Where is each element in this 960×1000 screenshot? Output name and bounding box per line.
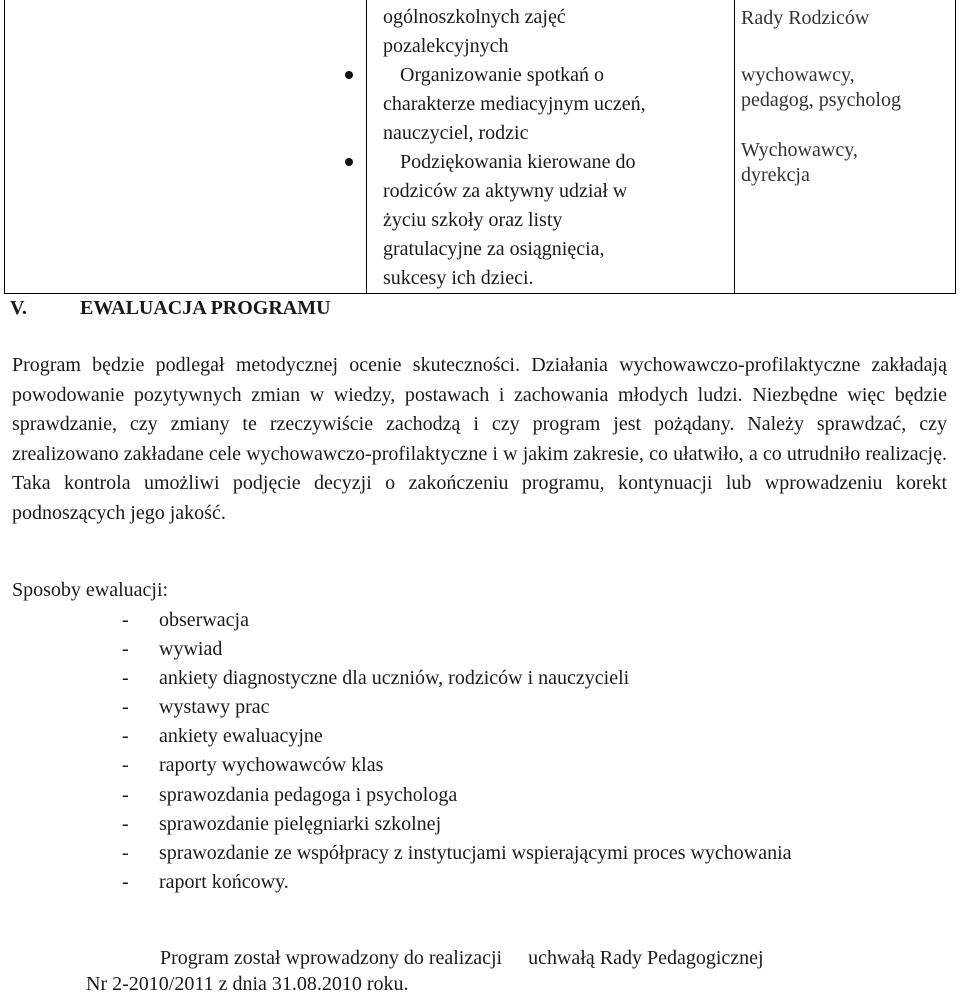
table-cell-line: nauczyciel, rodzic: [383, 122, 529, 144]
table-cell-line: rodziców za aktywny udział w: [383, 180, 628, 202]
evaluation-paragraph: Program będzie podlegał metodycznej ocenie skuteczności. Działania wychowawczo-profilaktyczne zakładają powodowanie pozytywnych zmian w wiedzy, postawach i zachowania młodych ludzi. Niezbędne więc będzie sprawdzanie, czy zmiany te rzeczywiście zachodzą i czy program jest pożądany. Należy sprawdzać, czy zrealizowano zakładane cele wychowawczo-profilaktyczne i w jakim zakresie, co ułatwiło, a co utrudniło realizację. Taka kontrola umożliwi podjęcie decyzji o zakończeniu programu, kontynuacji lub wprowadzeniu korekt podnoszących jego jakość.: [12, 354, 947, 524]
table-right-cell: [741, 6, 951, 188]
list-item: - sprawozdania pedagoga i psychologa: [122, 783, 458, 806]
table-cell-line: gratulacyjne za osiągnięcia,: [383, 238, 605, 260]
list-item: - sprawozdanie ze współpracy z instytucjami wspierającymi proces wychowania: [122, 841, 792, 864]
bullet-icon: [345, 158, 353, 166]
responsible-line: wychowawcy,: [741, 64, 855, 86]
list-item: - wystawy prac: [122, 696, 270, 719]
responsible-line: pedagog, psycholog: [741, 89, 901, 111]
section-heading: [10, 297, 331, 320]
footer-line-2: Nr 2-2010/2011 z dnia 31.08.2010 roku.: [86, 973, 409, 995]
table-cell-line: Podziękowania kierowane do: [400, 151, 636, 173]
section-title: EWALUACJA PROGRAMU: [80, 297, 331, 319]
table-cell-line: charakterze mediacyjnym uczeń,: [383, 93, 646, 115]
table-border-right: [955, 0, 956, 294]
methods-list: [122, 606, 792, 897]
list-item: - ankiety diagnostyczne dla uczniów, rodziców i nauczycieli: [122, 667, 630, 690]
table-border-col1: [366, 0, 367, 294]
methods-title: Sposoby ewaluacji:: [12, 579, 169, 601]
list-item: - sprawozdanie pielęgniarki szkolnej: [122, 812, 442, 835]
table-border-col2: [734, 0, 735, 294]
list-item: - raport końcowy.: [122, 870, 289, 893]
footer-program-text: Program został wprowadzony do realizacji: [160, 947, 503, 969]
table-cell-line: ogólnoszkolnych zajęć: [383, 6, 566, 28]
footer-line-1: [160, 947, 764, 970]
table-border-left: [4, 0, 5, 294]
list-item: - obserwacja: [122, 609, 249, 631]
list-item: - ankiety ewaluacyjne: [122, 725, 323, 748]
table-border-bottom: [4, 293, 956, 294]
responsible-line: dyrekcja: [741, 164, 810, 186]
footer-resolution-text: uchwałą Rady Pedagogicznej: [528, 947, 764, 969]
responsible-rada-rodzicow: Rady Rodziców: [741, 7, 870, 29]
list-item: - wywiad: [122, 638, 223, 661]
table-cell-line: sukcesy ich dzieci.: [383, 267, 534, 289]
list-item: - raporty wychowawców klas: [122, 754, 384, 777]
section-number: V.: [10, 297, 27, 319]
table-cell-line: Organizowanie spotkań o: [400, 64, 605, 86]
bullet-icon: [345, 71, 353, 79]
table-cell-line: życiu szkoły oraz listy: [383, 209, 563, 231]
responsible-line: Wychowawcy,: [741, 139, 858, 161]
table-cell-line: pozalekcyjnych: [383, 35, 509, 57]
